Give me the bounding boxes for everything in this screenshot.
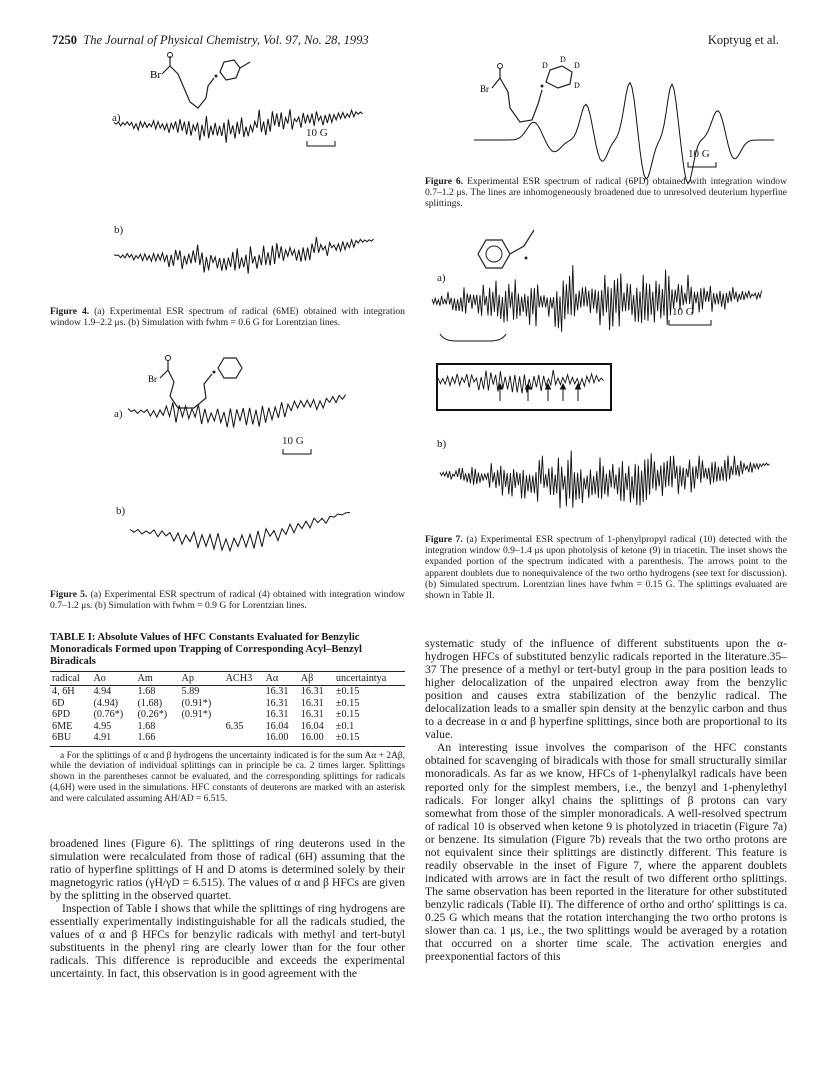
table-cell: 16.31	[265, 709, 289, 720]
col-uncertainty: uncertaintya	[334, 672, 405, 686]
table-cell: 16.00	[264, 732, 299, 746]
fig5-scale-label: 10 G	[282, 435, 304, 447]
fig5-scale-bar	[282, 449, 312, 455]
fig6-scale-label: 10 G	[688, 148, 710, 160]
table-cell: (0.91*)	[181, 709, 212, 720]
fig6-br-label: Br	[480, 84, 489, 94]
table-row	[50, 709, 405, 721]
table-cell	[224, 686, 264, 698]
paragraph: Inspection of Table I shows that while the splittings of ring hydrogens are essentially experimentally indistinguishable for all the radicals studied, the values of α and β HFCs for benzylic radicals with methyl and tert-butyl substituents in the phenyl ring are clearly lower than for the four other radicals. This difference is reproducible and exceeds the experimental uncertainty. In fact, this observation is in good agreement with the	[50, 902, 405, 981]
journal-title: The Journal of Physical Chemistry, Vol. 97, No. 28, 1993	[83, 33, 369, 47]
table-header-row	[50, 672, 405, 686]
table-cell: 16.04	[300, 720, 324, 732]
fig6-d-label: D	[574, 81, 580, 90]
table-1	[50, 632, 405, 804]
table-cell: 16.31	[300, 709, 324, 720]
table-cell: ±0.15	[335, 686, 360, 697]
table-cell	[224, 709, 264, 721]
table-cell	[180, 721, 224, 733]
table-cell: ±0.15	[335, 709, 360, 720]
table-cell: 16.31	[265, 686, 289, 697]
fig4-panel-a-label: a)	[112, 112, 121, 124]
table-cell: 1.68	[137, 686, 156, 697]
table-cell: 16.31	[300, 686, 324, 697]
col-ao: Ao	[91, 672, 135, 686]
fig6-d-label: D	[574, 61, 580, 70]
table-body	[50, 686, 405, 747]
fig5-spectrum-a	[128, 360, 368, 450]
table-cell: 4.95	[93, 720, 112, 732]
fig7-inset-trace	[438, 365, 606, 405]
table-cell: (0.76*)	[93, 709, 124, 720]
fig6-d-label: D	[542, 61, 548, 70]
table-row	[50, 732, 405, 746]
table-cell: 4.94	[93, 686, 112, 697]
fig7-scale-bar	[668, 320, 712, 326]
table-cell: (4.94)	[93, 697, 119, 709]
right-body-text	[425, 637, 787, 963]
left-body-text	[50, 837, 405, 981]
fig4-br-label: Br	[150, 69, 161, 81]
col-am: Am	[135, 672, 179, 686]
table-cell: ±0.1	[335, 720, 355, 732]
table-cell: 6.35	[225, 720, 244, 732]
table-cell: 6PD	[52, 709, 71, 720]
fig6-d-label: D	[560, 55, 566, 64]
table-cell: (1.68)	[137, 697, 163, 709]
paragraph: An interesting issue involves the comparison of the HFC constants obtained for scavenging of biradicals with those for small structurally similar monoradicals. As far as we know, HFCs of 1-phenylalkyl radicals have been reported only for the simplest members, i.e., the benzyl and 1-phenylethyl radicals. For longer alkyl chains the splittings of β protons can vary somewhat from those of the simpler monoradicals. A well-resolved spectrum of radical 10 is observed when ketone 9 is photolyzed in triacetin (Figure 7a) or benzene. Its simulation (Figure 7b) reveals that the two ortho protons are not equivalent since their splittings are distinctly different. This feature is readily observable in the inset of Figure 7, where the apparent doublets indicated with arrows are in fact the result of two different ortho splittings. The same observation has been reported in the literature for other substituted benzylic radicals (Table II). The difference of ortho and ortho′ splittings is ca. 0.25 G which means that the rotation interchanging the two ortho protons is slower than ca. 1 μs, i.e., the two splittings would be averaged by a rotation that occurred on a shorter time scale. The activation energies and preexponential factors of this	[425, 741, 787, 964]
paragraph: systematic study of the influence of different substituents upon the α-hydrogen HFCs of substituted benzylic radicals reported in the literature.35–37 The presence of a methyl or tert-butyl group in the para position leads to higher delocalization of the unpaired electron away from the benzylic position and causes extra stabilization of the benzylic radical. The delocalization leads to a smaller spin density at the benzylic carbon and thus to a decrease in α and β hyperfine splittings, since both are proportional to its value.	[425, 637, 787, 742]
page-number: 7250	[52, 33, 77, 47]
table-1-title: TABLE I: Absolute Values of HFC Constants Evaluated for Benzylic Monoradicals Formed upon Trapping of Corresponding Acyl–Benzyl Biradicals	[50, 632, 362, 667]
table-cell: 4, 6H	[52, 686, 75, 697]
running-header	[52, 33, 369, 48]
table-cell: (0.26*)	[137, 709, 168, 720]
col-ach3: ACH3	[224, 672, 264, 686]
table-cell: 5.89	[181, 686, 200, 697]
table-row	[50, 721, 405, 733]
col-radical: radical	[50, 672, 91, 686]
fig5-panel-a-label: a)	[114, 408, 123, 420]
table-cell: 16.00	[299, 732, 334, 746]
col-abeta: Aβ	[299, 672, 334, 686]
table-1-footnote: a For the splittings of α and β hydrogens the uncertainty indicated is for the sum Aα + 2Aβ, while the deviation of individual splittings can in principle be ca. 2 times larger. Splittings shown in the parentheses cannot be evaluated, and the corresponding splittings for radicals (4,6H) were used in the simulations. HFC constants of deuterons are marked with an asterisk and were calculated assuming AH/AD = 6.515.	[50, 750, 405, 804]
col-aalpha: Aα	[264, 672, 299, 686]
fig7-scale-label: 10 G	[672, 306, 694, 318]
table-cell: 16.04	[265, 720, 289, 732]
fig5-spectrum-b	[130, 475, 360, 585]
fig4-panel-b-label: b)	[114, 224, 124, 236]
fig7-panel-b-label: b)	[437, 438, 447, 450]
fig6-caption: Figure 6. Experimental ESR spectrum of radical (6PD) obtained with integration window 0.7–1.2 μs. The lines are inhomogeneously broadened due to unresolved deuterium hyperfine splittings.	[425, 176, 787, 210]
table-cell: 4.91	[91, 732, 135, 746]
table-cell: 16.31	[265, 697, 289, 709]
table-cell: ±0.15	[334, 732, 405, 746]
table-1-grid	[50, 671, 405, 747]
table-cell: 6D	[52, 697, 65, 709]
fig4-caption: Figure 4. (a) Experimental ESR spectrum of radical (6ME) obtained with integration window 1.9–2.2 μs. (b) Simulation with fwhm = 0.6 G for Lorentzian lines.	[50, 306, 405, 329]
fig4-spectrum-b	[114, 200, 384, 290]
table-row	[50, 686, 405, 698]
table-cell: 1.66	[135, 732, 179, 746]
table-cell: 6ME	[52, 720, 73, 732]
author-header: Koptyug et al.	[707, 33, 779, 47]
table-cell: ±0.15	[335, 697, 360, 709]
fig6-scale-bar	[687, 162, 717, 168]
fig7-caption: Figure 7. (a) Experimental ESR spectrum of 1-phenylpropyl radical (10) detected with the integration window 0.9–1.4 μs upon photolysis of ketone (9) in triacetin. The inset shows the expanded portion of the spectrum indicated with a parenthesis. The arrows point to the apparent doublets due to nonequivalence of the two ortho hydrogens (see text for discussion). (b) Simulated spectrum. Lorentzian lines have fwhm = 0.15 G. The splittings evaluated are shown in Table II.	[425, 534, 787, 602]
fig4-scale-label: 10 G	[306, 127, 328, 139]
table-cell: 6BU	[50, 732, 91, 746]
fig7-spectrum-a	[432, 238, 772, 348]
fig7-spectrum-b	[440, 412, 780, 522]
fig4-spectrum-a	[114, 88, 384, 158]
table-cell: (0.91*)	[181, 697, 212, 709]
fig6-spectrum	[474, 70, 774, 170]
col-ap: Ap	[180, 672, 224, 686]
fig7-panel-a-label: a)	[437, 272, 446, 284]
fig5-caption: Figure 5. (a) Experimental ESR spectrum of radical (4) obtained with integration window 0.7–1.2 μs. (b) Simulation with fwhm = 0.9 G for Lorentzian lines.	[50, 589, 405, 612]
paragraph: broadened lines (Figure 6). The splittings of ring deuterons used in the simulation were recalculated from those of radical (6H) assuming that the ratio of hyperfine splittings of H and D atoms is determined solely by their magnetogyric ratios (γH/γD = 6.515). The values of α and β HFCs are given by the splitting in the observed quartet.	[50, 837, 405, 903]
table-cell: 1.68	[137, 720, 156, 732]
table-cell	[180, 732, 224, 746]
table-cell: 16.31	[300, 697, 324, 709]
table-row	[50, 698, 405, 710]
table-cell	[224, 698, 264, 710]
table-cell	[224, 732, 264, 746]
fig5-panel-b-label: b)	[116, 505, 126, 517]
fig5-br-label: Br	[148, 374, 157, 384]
fig4-scale-bar	[306, 141, 336, 147]
